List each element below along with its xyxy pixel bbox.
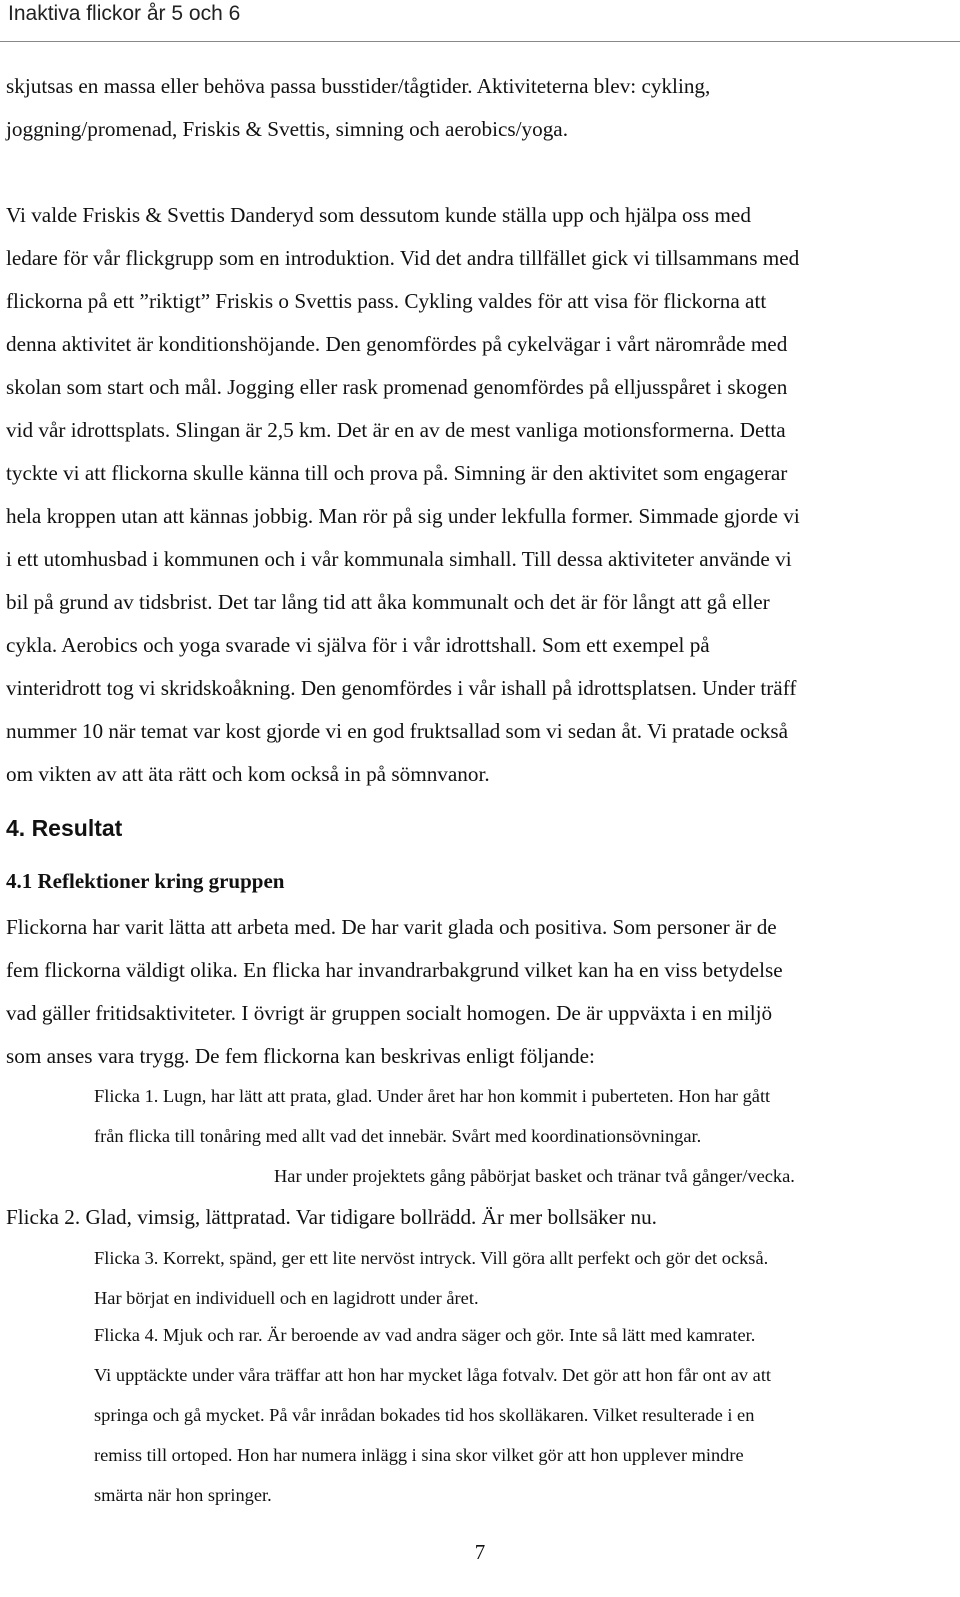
text-line: om vikten av att äta rätt och kom också in på sömnvanor. [6, 762, 490, 786]
text-line: denna aktivitet är konditionshöjande. Den genomfördes på cykelvägar i vårt närområde med [6, 332, 788, 356]
text-line: Vi valde Friskis & Svettis Danderyd som dessutom kunde ställa upp och hjälpa oss med [6, 203, 751, 227]
text-line: tyckte vi att flickorna skulle känna till och prova på. Simning är den aktivitet som engagerar [6, 461, 788, 485]
text-line: springa och gå mycket. På vår inrådan bokades tid hos skolläkaren. Vilket resulterade i en [94, 1405, 755, 1425]
subsection-heading: 4.1 Reflektioner kring gruppen [6, 869, 285, 893]
girl-description-1-extra: Har under projektets gång påbörjat basket och tränar två gånger/vecka. [274, 1166, 795, 1186]
text-line: skolan som start och mål. Jogging eller rask promenad genomfördes på elljusspåret i skogen [6, 375, 788, 399]
text-line: fem flickorna väldigt olika. En flicka har invandrarbakgrund vilket kan ha en viss betydelse [6, 958, 783, 982]
text-line: från flicka till tonåring med allt vad det innebär. Svårt med koordinationsövningar. [94, 1126, 702, 1146]
girl-description-2: Flicka 2. Glad, vimsig, lättpratad. Var tidigare bollrädd. Är mer bollsäker nu. [6, 1205, 657, 1229]
paragraph-activities-intro [6, 65, 952, 151]
text-line: hela kroppen utan att kännas jobbig. Man rör på sig under lekfulla former. Simmade gjorde vi [6, 504, 800, 528]
text-line: som anses vara trygg. De fem flickorna kan beskrivas enligt följande: [6, 1044, 595, 1068]
girl-description-4 [94, 1315, 946, 1515]
running-header: Inaktiva flickor år 5 och 6 [8, 2, 241, 25]
text-line: nummer 10 när temat var kost gjorde vi en god fruktsallad som vi sedan åt. Vi pratade också [6, 719, 789, 743]
text-line: Flicka 3. Korrekt, spänd, ger ett lite nervöst intryck. Vill göra allt perfekt och gör det också. [94, 1248, 769, 1268]
text-line: vad gäller fritidsaktiviteter. I övrigt är gruppen socialt homogen. De är uppväxta i en miljö [6, 1001, 773, 1025]
text-line: cykla. Aerobics och yoga svarade vi själva för i vår idrottshall. Som ett exempel på [6, 633, 710, 657]
text-line: joggning/promenad, Friskis & Svettis, simning och aerobics/yoga. [6, 117, 569, 141]
text-line: vinteridrott tog vi skridskoåkning. Den genomfördes i vår ishall på idrottsplatsen. Under träff [6, 676, 797, 700]
text-line: Har börjat en individuell och en lagidrott under året. [94, 1288, 479, 1308]
girl-description-3 [94, 1238, 946, 1318]
text-line: bil på grund av tidsbrist. Det tar lång tid att åka kommunalt och det är för långt att gå eller [6, 590, 770, 614]
text-line: Flicka 1. Lugn, har lätt att prata, glad. Under året har hon kommit i puberteten. Hon har gått [94, 1086, 771, 1106]
girl-description-1 [94, 1076, 946, 1156]
text-line: remiss till ortoped. Hon har numera inlägg i sina skor vilket gör att hon upplever mindre [94, 1445, 744, 1465]
text-line: i ett utomhusbad i kommunen och i vår kommunala simhall. Till dessa aktiviteter använde vi [6, 547, 792, 571]
paragraph-activities-detail [6, 194, 952, 796]
paragraph-group-reflection [6, 906, 952, 1078]
section-heading: 4. Resultat [6, 815, 123, 841]
text-line: Flicka 4. Mjuk och rar. Är beroende av vad andra säger och gör. Inte så lätt med kamrater. [94, 1325, 756, 1345]
text-line: flickorna på ett ”riktigt” Friskis o Svettis pass. Cykling valdes för att visa för flickorna att [6, 289, 767, 313]
text-line: Flickorna har varit lätta att arbeta med. De har varit glada och positiva. Som personer är de [6, 915, 777, 939]
text-line: ledare för vår flickgrupp som en introduktion. Vid det andra tillfället gick vi tillsammans med [6, 246, 800, 270]
text-line: skjutsas en massa eller behöva passa busstider/tågtider. Aktiviteterna blev: cykling, [6, 74, 711, 98]
text-line: smärta när hon springer. [94, 1485, 272, 1505]
page-number: 7 [474, 1540, 486, 1564]
header-divider [0, 41, 960, 42]
text-line: Vi upptäckte under våra träffar att hon har mycket låga fotvalv. Det gör att hon får ont av att [94, 1365, 772, 1385]
text-line: vid vår idrottsplats. Slingan är 2,5 km. Det är en av de mest vanliga motionsformerna. Detta [6, 418, 786, 442]
